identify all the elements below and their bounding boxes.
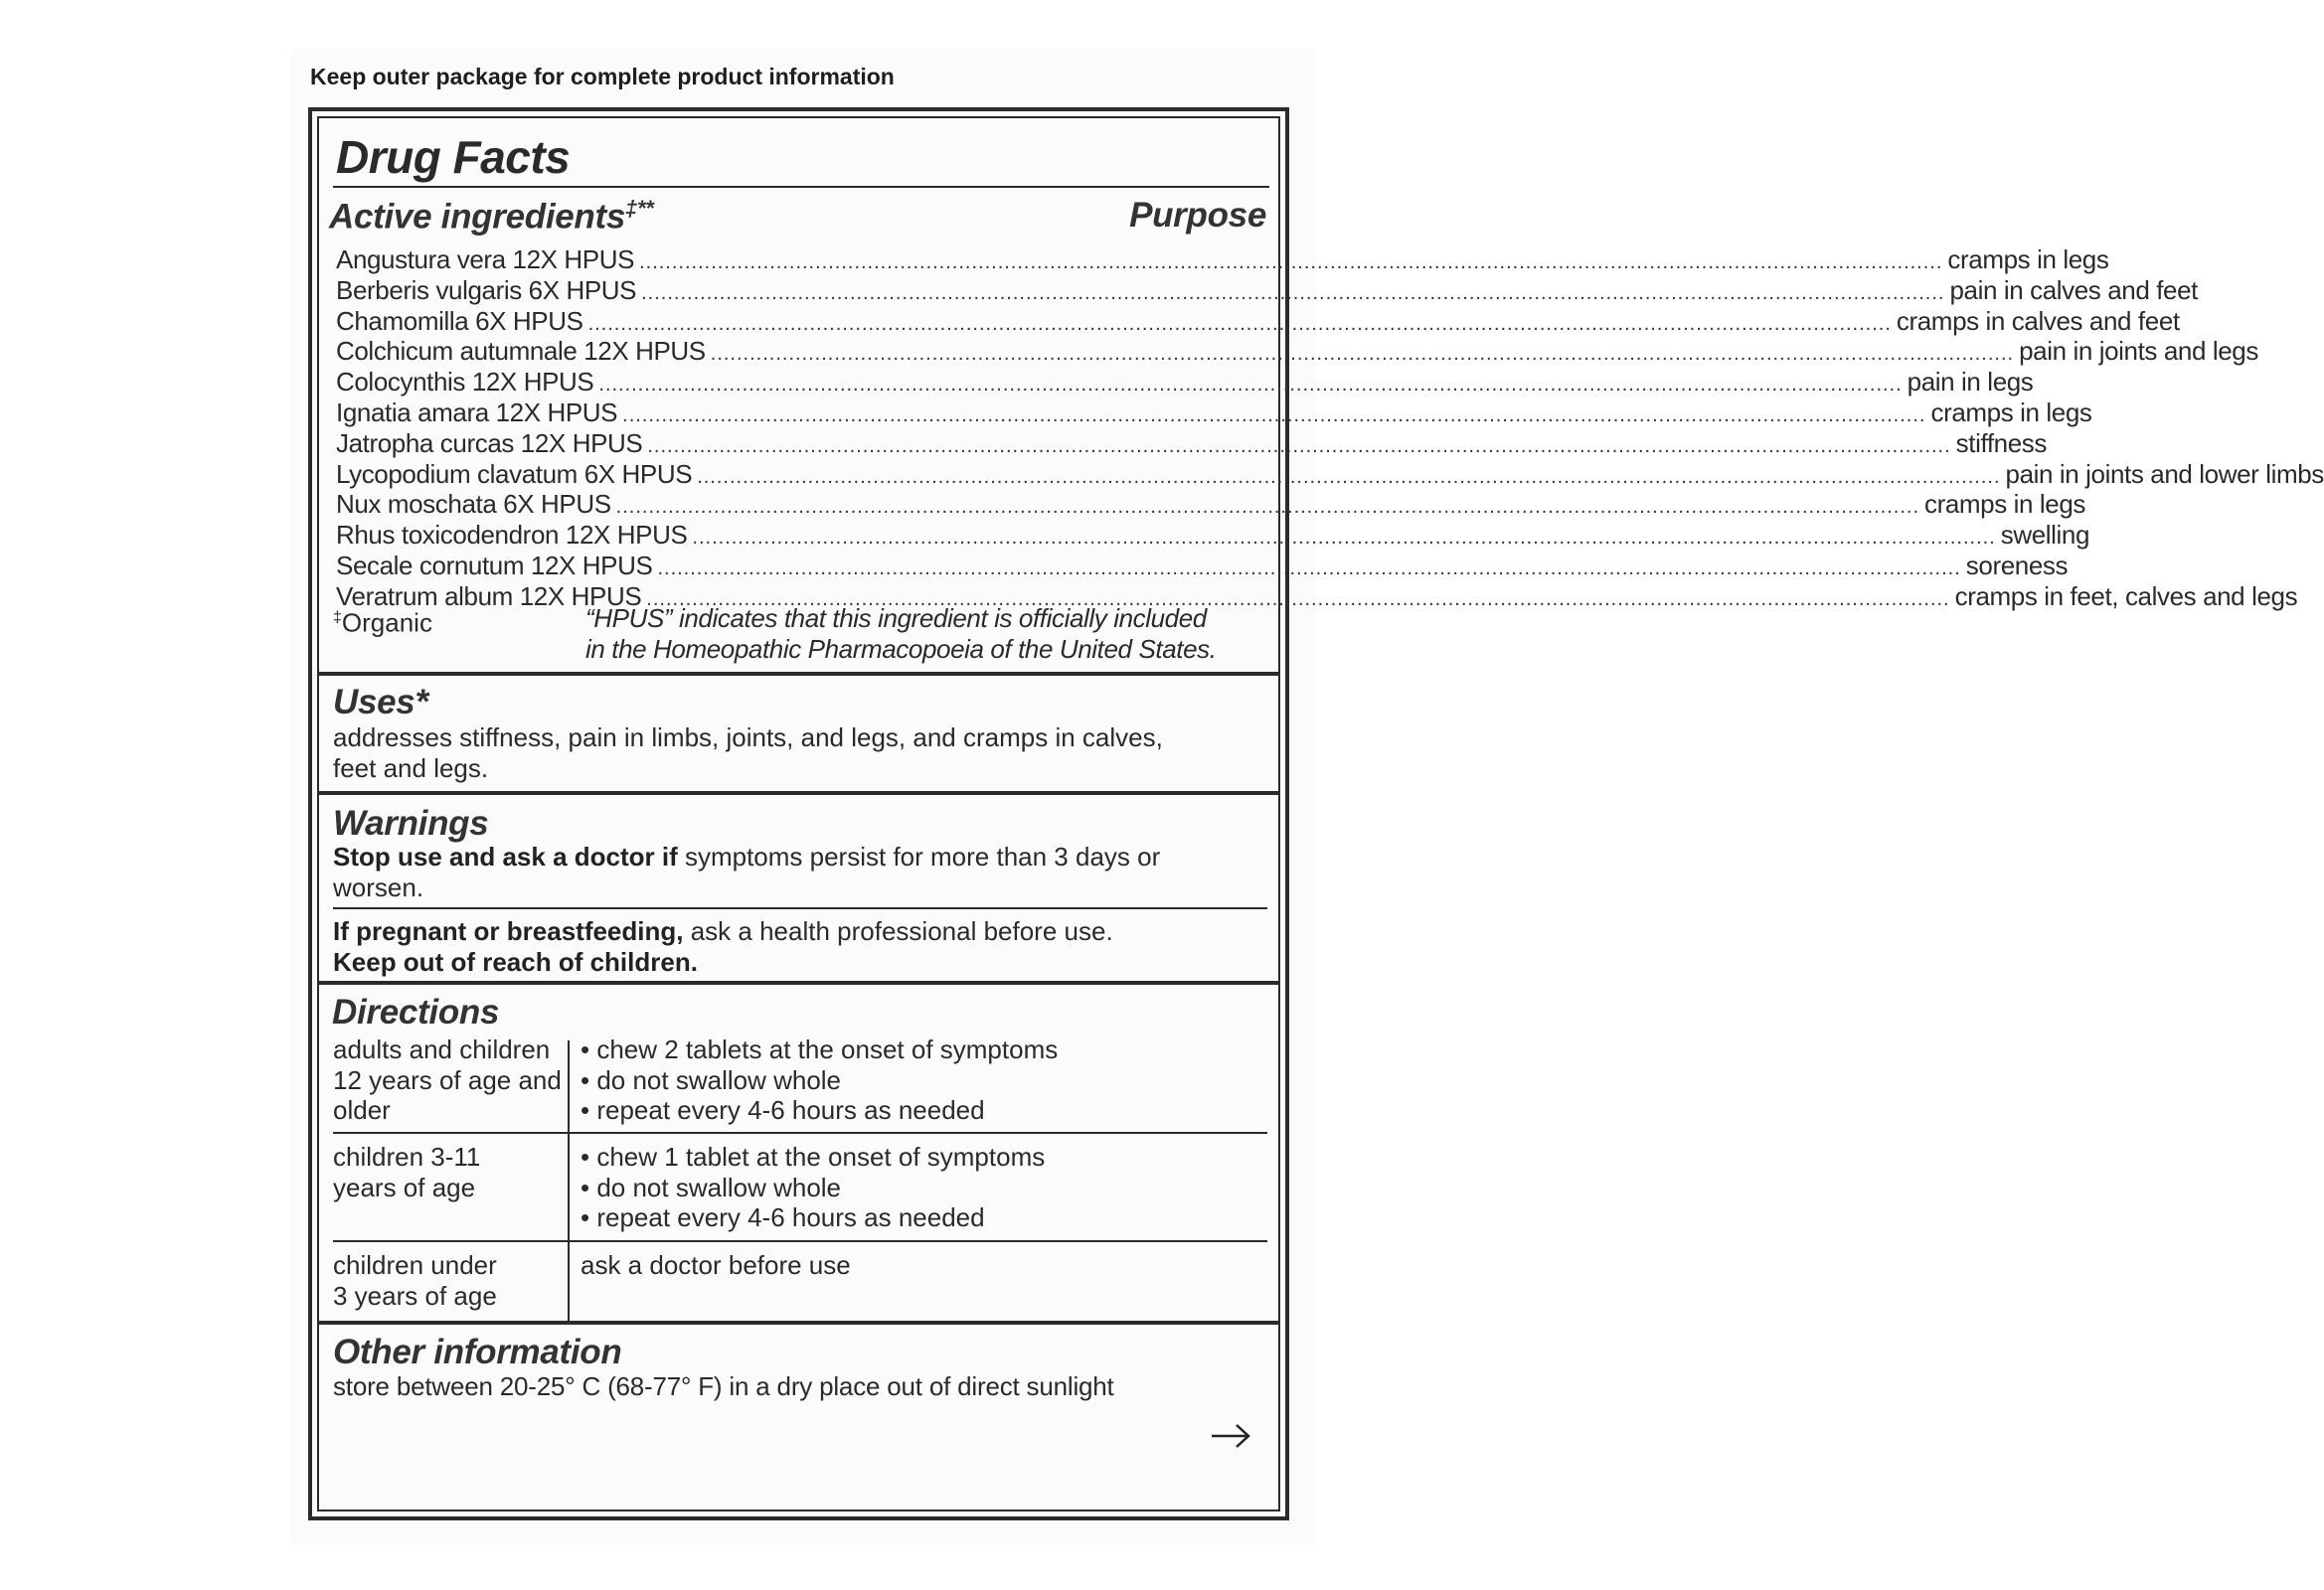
directions-row-2-what-line: • do not swallow whole — [581, 1172, 842, 1202]
dot-leader: ........................................................................................................................................................................................................ — [615, 496, 1919, 519]
warnings-stop-use-line-2: worsen. — [333, 872, 424, 902]
ingredient-name: Nux moschata 6X HPUS — [336, 489, 611, 520]
active-ingredients-heading — [329, 196, 653, 238]
dot-leader: ........................................................................................................................................................................................................ — [710, 343, 2015, 366]
ingredient-name: Rhus toxicodendron 12X HPUS — [336, 520, 688, 551]
uses-line-2: feet and legs. — [333, 752, 489, 783]
ingredient-name: Chamomilla 6X HPUS — [336, 305, 583, 336]
hpus-note-line-2: in the Homeopathic Pharmacopoeia of the United States. — [585, 633, 1217, 664]
directions-row-2-who — [333, 1142, 480, 1202]
drug-facts-title: Drug Facts — [336, 131, 571, 183]
directions-row-divider-1 — [333, 1132, 1267, 1134]
warnings-stop-use-rest: symptoms persist for more than 3 days or — [677, 842, 1161, 872]
warnings-inner-divider — [333, 907, 1267, 909]
ingredient-name: Lycopodium clavatum 6X HPUS — [336, 458, 693, 489]
directions-row-1-who — [333, 1034, 562, 1126]
directions-row-2-who-line: years of age — [333, 1172, 476, 1202]
uses-line-1: addresses stiffness, pain in limbs, joints, and legs, and cramps in calves, — [333, 722, 1163, 752]
directions-row-2-what-line: • chew 1 tablet at the onset of symptoms — [581, 1142, 1046, 1172]
ingredient-purpose: pain in joints and lower limbs — [2005, 458, 2324, 489]
ingredient-name: Jatropha curcas 12X HPUS — [336, 427, 643, 458]
drug-facts-inner-border — [317, 116, 2324, 1511]
directions-row-1-who-line: older — [333, 1095, 391, 1125]
directions-row-1-who-line: 12 years of age and — [333, 1064, 562, 1095]
drug-facts-box — [308, 107, 2324, 1520]
hpus-note — [585, 603, 1217, 664]
uses-heading: Uses* — [333, 683, 428, 721]
directions-row-1-what-line: • do not swallow whole — [581, 1064, 842, 1095]
ingredient-name: Berberis vulgaris 6X HPUS — [336, 274, 637, 305]
ingredient-row — [336, 458, 2324, 490]
uses-section-divider — [319, 791, 1278, 795]
other-information-heading: Other information — [333, 1333, 622, 1371]
warnings-stop-use — [333, 842, 1160, 902]
arrow-right-icon — [1210, 1418, 1251, 1460]
warnings-keep-out: Keep out of reach of children. — [333, 946, 698, 977]
active-ingredients-heading-text: Active ingredients — [329, 197, 626, 237]
ingredient-name: Ignatia amara 12X HPUS — [336, 397, 618, 427]
directions-row-1-what-line: • chew 2 tablets at the onset of symptoms — [581, 1034, 1059, 1064]
ingredient-row — [336, 489, 2086, 520]
ingredient-row — [336, 520, 2090, 551]
dot-leader: ........................................................................................................................................................................................................ — [641, 281, 1945, 304]
directions-row-2-what — [581, 1142, 1045, 1233]
warnings-pregnant-bold: If pregnant or breastfeeding, — [333, 916, 684, 946]
directions-row-3-what-line: ask a doctor before use — [581, 1250, 851, 1280]
dot-leader: ........................................................................................................................................................................................................ — [598, 374, 1903, 397]
directions-row-1-what-line: • repeat every 4-6 hours as needed — [581, 1095, 985, 1125]
ingredient-name: Angustura vera 12X HPUS — [336, 244, 635, 274]
dot-leader: ........................................................................................................................................................................................................ — [657, 556, 1961, 579]
other-information-text: store between 20-25° C (68-77° F) in a dry place out of direct sunlight — [333, 1371, 1114, 1401]
active-section-divider — [319, 672, 1278, 676]
directions-row-divider-2 — [333, 1240, 1267, 1242]
ingredient-purpose: stiffness — [1955, 427, 2047, 458]
ingredient-name: Secale cornutum 12X HPUS — [336, 550, 653, 580]
organic-mark: ‡ — [333, 609, 342, 626]
warnings-section-divider — [319, 981, 1278, 985]
ingredient-name: Colchicum autumnale 12X HPUS — [336, 336, 706, 367]
ingredient-row — [336, 274, 2198, 306]
ingredient-purpose: cramps in feet, calves and legs — [1954, 580, 2298, 611]
warnings-heading: Warnings — [333, 804, 489, 843]
purpose-heading: Purpose — [1129, 196, 1266, 235]
dot-leader: ........................................................................................................................................................................................................ — [622, 403, 1926, 426]
dot-leader: ........................................................................................................................................................................................................ — [692, 527, 1996, 550]
directions-row-2-who-line: children 3-11 — [333, 1142, 481, 1172]
ingredient-purpose: cramps in legs — [1947, 244, 2109, 274]
ingredient-purpose: pain in legs — [1907, 367, 2034, 398]
hpus-note-line-1: “HPUS” indicates that this ingredient is officially included — [585, 603, 1207, 633]
ingredient-row — [336, 550, 2069, 581]
warnings-pregnant-rest: ask a health professional before use. — [683, 916, 1113, 946]
directions-column-divider — [568, 1040, 570, 1321]
uses-text — [333, 722, 1163, 783]
ingredient-row — [336, 427, 2047, 459]
ingredient-row — [336, 397, 2092, 428]
ingredient-purpose: swelling — [2000, 520, 2090, 551]
directions-row-3-what — [581, 1250, 851, 1281]
ingredient-purpose: cramps in legs — [1930, 397, 2092, 427]
directions-row-3-who — [333, 1250, 497, 1311]
directions-row-3-who-line: children under — [333, 1250, 497, 1280]
ingredient-purpose: cramps in legs — [1924, 489, 2086, 520]
warnings-stop-use-bold: Stop use and ask a doctor if — [333, 842, 678, 872]
warnings-pregnant — [333, 916, 1113, 977]
ingredient-row — [336, 305, 2180, 337]
ingredient-purpose: cramps in calves and feet — [1896, 305, 2180, 336]
organic-label: Organic — [341, 607, 432, 638]
ingredient-purpose: soreness — [1965, 550, 2069, 580]
dot-leader: ........................................................................................................................................................................................................ — [647, 434, 1951, 457]
title-divider — [333, 186, 1269, 188]
directions-section-divider — [319, 1321, 1278, 1325]
ingredient-purpose: pain in joints and legs — [2019, 336, 2258, 367]
ingredient-row — [336, 336, 2258, 367]
directions-row-1-who-line: adults and children — [333, 1034, 551, 1064]
dot-leader: ........................................................................................................................................................................................................ — [639, 251, 1943, 273]
directions-row-2-what-line: • repeat every 4-6 hours as needed — [581, 1202, 985, 1232]
directions-row-3-who-line: 3 years of age — [333, 1280, 497, 1311]
ingredient-name: Veratrum album 12X HPUS — [336, 580, 642, 611]
ingredient-list — [336, 244, 2324, 612]
ingredient-row — [336, 367, 2034, 398]
active-ingredients-marks: ‡** — [625, 196, 654, 221]
arrow-right-icon-svg — [1210, 1421, 1251, 1451]
dot-leader: ........................................................................................................................................................................................................ — [646, 587, 1950, 610]
directions-heading: Directions — [332, 993, 500, 1032]
dot-leader: ........................................................................................................................................................................................................ — [587, 312, 1892, 335]
ingredient-purpose: pain in calves and feet — [1949, 274, 2198, 305]
directions-row-1-what — [581, 1034, 1058, 1126]
ingredient-name: Colocynthis 12X HPUS — [336, 367, 594, 398]
ingredient-row — [336, 244, 2109, 275]
header-note: Keep outer package for complete product information — [310, 64, 895, 89]
dot-leader: ........................................................................................................................................................................................................ — [697, 465, 2001, 488]
organic-footnote — [333, 603, 432, 638]
